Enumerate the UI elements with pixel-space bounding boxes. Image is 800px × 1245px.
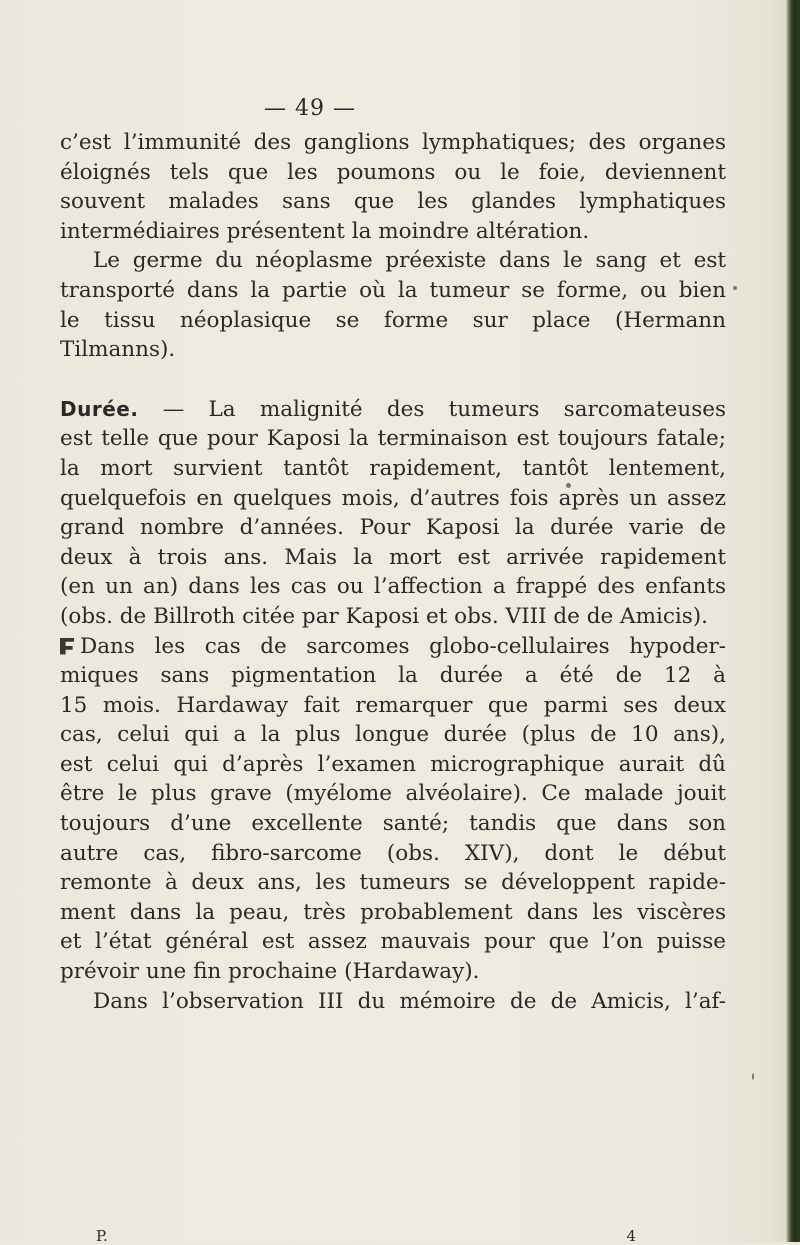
- pointing-hand-icon: [60, 638, 74, 655]
- paragraph-3: [60, 395, 726, 632]
- text-line: cas, celui qui a la plus longue durée (plus de 10 ans),: [60, 722, 726, 748]
- page-number: — 49 —: [264, 96, 356, 121]
- paper-speck: [733, 286, 737, 290]
- text-line: ment dans la peau, très probablement dans les viscères: [60, 899, 726, 925]
- text-line-remainder: — La malignité des tumeurs sarcomateuses: [162, 396, 726, 422]
- text-line: (en un an) dans les cas ou l’affection a frappé des enfants: [60, 574, 726, 600]
- text-line-remainder: Dans les cas de sarcomes globo-cellulaires hypoder-: [80, 633, 726, 659]
- body-text: [60, 128, 726, 1016]
- paragraph-1: [60, 128, 726, 246]
- text-line: grand nombre d’années. Pour Kaposi la durée varie de: [60, 515, 726, 541]
- text-line: est celui qui d’après l’examen micrographique aurait dû: [60, 751, 726, 777]
- text-line: miques sans pigmentation la durée a été de 12 à: [60, 663, 726, 689]
- text-line: c’est l’immunité des ganglions lymphatiques; des organes: [60, 130, 726, 155]
- text-line: toujours d’une excellente santé; tandis que dans son: [60, 811, 726, 837]
- text-line: autre cas, fibro-sarcome (obs. XIV), dont le début: [60, 840, 726, 866]
- section-heading: Durée.: [60, 396, 139, 421]
- page-footer: [96, 1227, 636, 1245]
- text-line: 15 mois. Hardaway fait remarquer que parmi ses deux: [60, 692, 726, 718]
- text-line: le tissu néoplasique se forme sur place (Hermann: [60, 307, 726, 333]
- footer-sheet-number: 4: [626, 1227, 636, 1245]
- page-edge-shadow: [786, 0, 800, 1242]
- text-line: et l’état général est assez mauvais pour que l’on puisse: [60, 929, 726, 955]
- text-line: transporté dans la partie où la tumeur se forme, ou bien: [60, 277, 726, 303]
- text-line: Dans l’observation III du mémoire de de Amicis, l’af-: [93, 988, 726, 1014]
- paragraph-5: [60, 987, 726, 1017]
- text-line: remonte à deux ans, les tumeurs se développent rapide-: [60, 870, 726, 896]
- paragraph-spacer: [60, 365, 726, 395]
- footer-signature: P.: [96, 1227, 108, 1245]
- text-line: prévoir une fin prochaine (Hardaway).: [60, 959, 480, 985]
- paragraph-4: [60, 632, 726, 987]
- text-line: intermédiaires présentent la moindre altération.: [60, 218, 590, 244]
- text-line: est telle que pour Kaposi la terminaison est toujours fatale;: [60, 426, 726, 452]
- text-line: [60, 395, 726, 425]
- text-line: Tilmanns).: [60, 337, 176, 363]
- text-line: (obs. de Billroth citée par Kaposi et obs. VIII de de Amicis).: [60, 603, 709, 629]
- text-line: [60, 632, 726, 662]
- text-line: quelquefois en quelques mois, d’autres fois après un assez: [60, 485, 726, 511]
- text-line: la mort survient tantôt rapidement, tantôt lentement,: [60, 455, 726, 481]
- paragraph-2: [60, 246, 726, 364]
- text-line: être le plus grave (myélome alvéolaire). Ce malade jouit: [60, 781, 726, 807]
- text-line: éloignés tels que les poumons ou le foie, deviennent: [60, 159, 726, 185]
- text-line: deux à trois ans. Mais la mort est arrivée rapidement: [60, 544, 726, 570]
- text-line: souvent malades sans que les glandes lymphatiques: [60, 189, 726, 215]
- paper-speck: [752, 1073, 754, 1080]
- text-line: Le germe du néoplasme préexiste dans le sang et est: [93, 248, 726, 274]
